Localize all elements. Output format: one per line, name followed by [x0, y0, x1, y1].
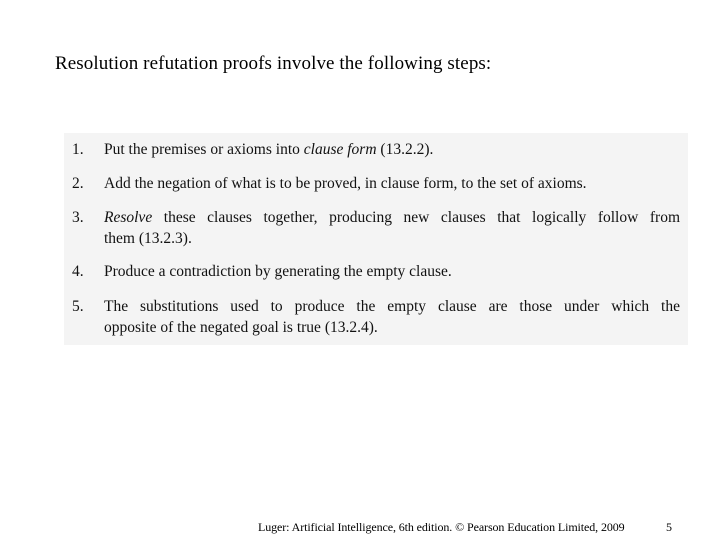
step-text: Put the premises or axioms into clause form (13.2.2). — [104, 141, 434, 158]
step-text: Resolve these clauses together, producing new clauses that logically follow from them (13.2.3). — [104, 209, 680, 247]
step-text: Add the negation of what is to be proved, in clause form, to the set of axioms. — [104, 175, 587, 192]
slide-footer: Luger: Artificial Intelligence, 6th edition. © Pearson Education Limited, 2009 — [258, 520, 625, 534]
page-number: 5 — [666, 520, 672, 534]
step-number: 3. — [72, 209, 84, 226]
step-number: 2. — [72, 175, 84, 192]
step-number: 4. — [72, 263, 84, 280]
term-resolve: Resolve — [104, 209, 153, 226]
step-text: Produce a contradiction by generating the empty clause. — [104, 263, 452, 280]
steps-figure — [64, 133, 688, 345]
step-text: The substitutions used to produce the empty clause are those under which the opposite of the negated goal is true (13.2.4). — [104, 298, 680, 336]
step-number: 1. — [72, 141, 84, 158]
step-number: 5. — [72, 298, 84, 315]
term-clause-form: clause form — [303, 141, 377, 158]
slide-title: Resolution refutation proofs involve the following steps: — [55, 53, 492, 74]
